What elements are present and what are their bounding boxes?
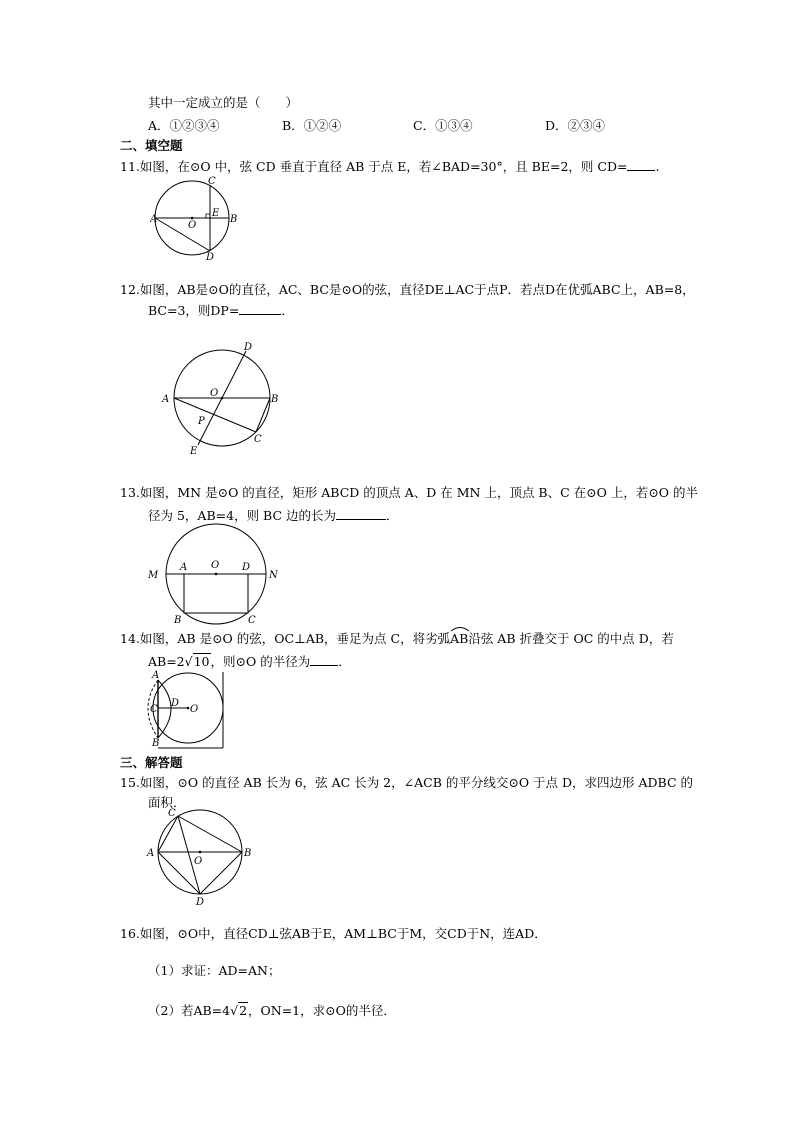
q13-label-b: B xyxy=(174,615,182,626)
section-solution-title: 三、解答题 xyxy=(120,755,183,770)
q11-right-angle xyxy=(206,214,210,218)
q15-center-dot xyxy=(199,851,202,854)
q14-line2 xyxy=(148,653,351,670)
q13-line2-a: 径为 5，AB=4，则 BC 边的长为 xyxy=(148,508,336,523)
q11-answer-blank[interactable] xyxy=(627,158,655,171)
q14-label-o: O xyxy=(190,704,199,715)
q11-text xyxy=(120,158,659,175)
q10-option-d: D．②③④ xyxy=(545,118,606,133)
q14-label-a: A xyxy=(152,670,160,681)
q16-part2-a: （2）若AB=4 xyxy=(148,1003,231,1018)
q12-label-p: P xyxy=(198,416,205,427)
q12-line2 xyxy=(148,302,294,319)
q11-label-c: C xyxy=(208,176,216,187)
q16-sqrt: √2 xyxy=(230,1003,248,1018)
q11-label-d: D xyxy=(206,252,215,260)
q12-label-a: A xyxy=(162,394,170,405)
q14-line1 xyxy=(120,631,674,647)
q14-sqrt: √10 xyxy=(184,654,210,669)
q15-label-a: A xyxy=(147,848,155,859)
q14-center-dot xyxy=(187,707,190,710)
q15-label-o: O xyxy=(194,856,203,867)
q11-figure xyxy=(150,176,240,260)
q10-option-a: A．①②③④ xyxy=(148,118,220,133)
q11-label-a: A xyxy=(150,214,158,225)
q14-line1-b: 沿弦 AB 折叠交于 OC 的中点 D，若 xyxy=(468,631,674,646)
q12-label-e: E xyxy=(190,446,198,457)
q14-line2-c: ． xyxy=(338,654,351,669)
q14-arc-ab xyxy=(450,631,468,647)
q12-label-b: B xyxy=(271,394,279,405)
q14-label-c: C xyxy=(150,704,158,715)
q15-line2: 面积． xyxy=(148,795,186,810)
q12-label-c: C xyxy=(254,434,262,445)
q13-line2-b: ． xyxy=(386,508,399,523)
q12-label-d: D xyxy=(244,342,253,353)
q15-chord-bd xyxy=(200,852,242,894)
q14-line2-b: ，则⊙O 的半径为 xyxy=(210,654,311,669)
q11-text-a: 11.如图，在⊙O 中，弦 CD 垂直于直径 AB 于点 E，若∠BAD=30°，且 BE=2，则 CD= xyxy=(120,159,628,174)
section-fill-in-title: 二、填空题 xyxy=(120,138,183,153)
q11-text-b: . xyxy=(655,159,660,174)
q11-segment-ad xyxy=(155,218,210,251)
q11-label-e: E xyxy=(212,208,220,219)
q16-part2 xyxy=(148,1003,396,1019)
q12-line1: 12.如图，AB是⊙O的直径，AC、BC是⊙O的弦，直径DE⊥AC于点P．若点D在优弧ABC上，AB=8， xyxy=(120,282,695,297)
q16-radicand: 2 xyxy=(239,1003,248,1018)
q11-label-b: B xyxy=(230,214,238,225)
q13-answer-blank[interactable] xyxy=(336,507,386,520)
q13-center-dot xyxy=(215,573,218,576)
q13-label-a: A xyxy=(180,562,188,573)
q15-chord-ac xyxy=(158,816,178,852)
q10-option-b: B．①②④ xyxy=(282,118,342,133)
q12-line2-b: ． xyxy=(281,303,294,318)
q15-label-b: B xyxy=(244,848,252,859)
q14-line2-a: AB=2 xyxy=(148,654,185,669)
q15-label-d: D xyxy=(196,897,205,906)
q15-chord-cb xyxy=(178,816,242,852)
q16-part1: （1）求证：AD=AN； xyxy=(148,963,281,978)
q14-figure xyxy=(144,670,226,750)
q12-center-dot xyxy=(221,397,224,400)
q11-center-dot xyxy=(191,217,194,220)
q13-label-n: N xyxy=(269,570,278,581)
q13-label-c: C xyxy=(248,615,256,626)
q16-stem: 16.如图，⊙O中，直径CD⊥弦AB于E，AM⊥BC于M，交CD于N，连AD． xyxy=(120,926,547,941)
q15-line1: 15.如图，⊙O 的直径 AB 长为 6，弦 AC 长为 2，∠ACB 的平分线交⊙O 于点 D，求四边形 ADBC 的 xyxy=(120,775,694,790)
q16-part2-b: ，ON=1，求⊙O的半径． xyxy=(248,1003,396,1018)
q10-option-c: C．①③④ xyxy=(413,118,473,133)
q14-answer-blank[interactable] xyxy=(310,653,338,666)
q12-line2-a: BC=3，则DP= xyxy=(148,303,240,318)
q11-label-o: O xyxy=(188,220,197,231)
q14-label-d: D xyxy=(171,698,180,709)
q14-line1-a: 14.如图，AB 是⊙O 的弦，OC⊥AB，垂足为点 C，将劣弧 xyxy=(120,631,451,646)
q13-label-o: O xyxy=(211,560,220,571)
q13-label-m: M xyxy=(148,570,159,581)
q13-rectangle-abcd xyxy=(184,574,248,613)
q13-label-d: D xyxy=(242,562,251,573)
q12-chord-ac xyxy=(174,398,256,432)
q12-answer-blank[interactable] xyxy=(239,302,281,315)
q12-chord-bc xyxy=(256,398,270,432)
q10-stem: 其中一定成立的是（ ） xyxy=(148,95,299,110)
q15-label-c: C xyxy=(168,808,176,819)
q14-arc-label: AB xyxy=(450,631,469,646)
q12-label-o: O xyxy=(210,388,219,399)
q13-figure xyxy=(144,522,284,628)
q15-figure xyxy=(144,806,256,906)
q13-line1: 13.如图，MN 是⊙O 的直径，矩形 ABCD 的顶点 A、D 在 MN 上，顶点 B、C 在⊙O 上，若⊙O 的半 xyxy=(120,485,699,500)
q12-figure xyxy=(158,340,288,458)
q14-label-b: B xyxy=(152,738,160,749)
q14-radicand: 10 xyxy=(193,654,210,669)
